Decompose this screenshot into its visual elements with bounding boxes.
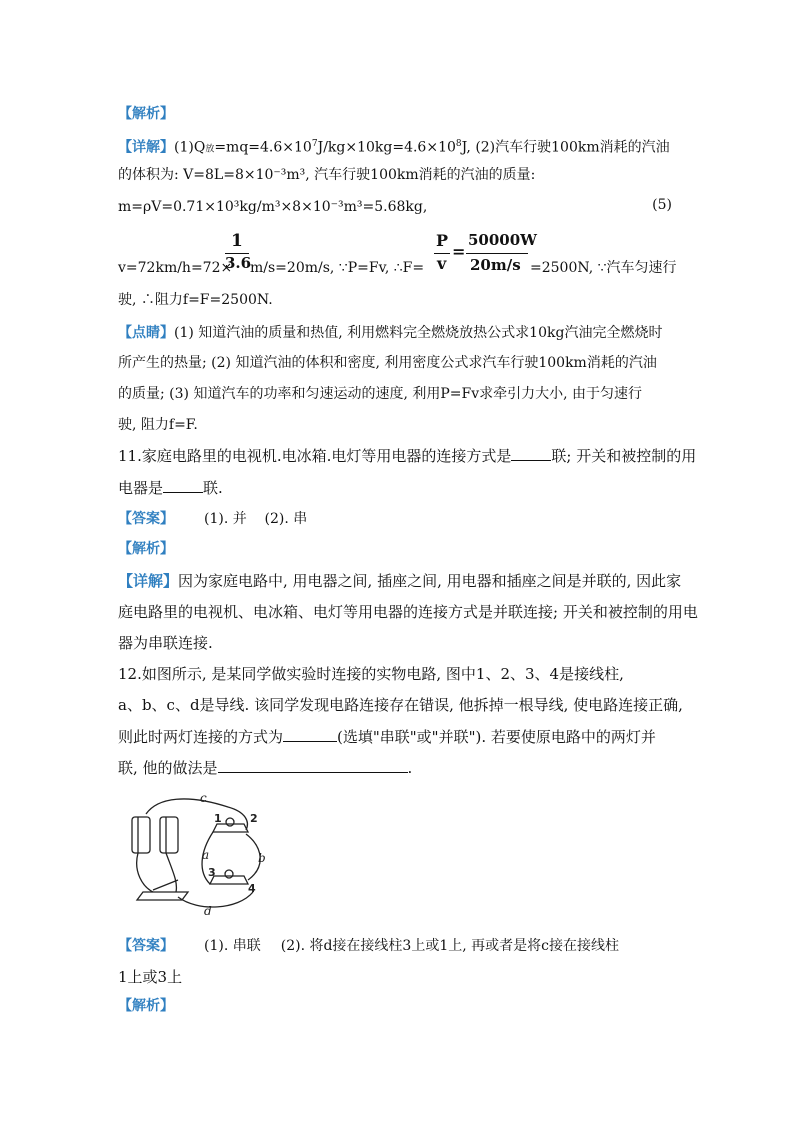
text: 联; 开关和被控制的用 [551,447,697,465]
text: (1) 知道汽油的质量和热值, 利用燃料完全燃烧放热公式求10kg汽油完全燃烧时 [174,325,663,341]
analysis-heading [118,104,174,124]
terminal-1: 1 [214,812,222,825]
q11-detail-1 [118,571,681,591]
terminal-4: 4 [248,882,256,895]
text: 联. [203,479,223,497]
lamp-holder-1 [213,824,248,832]
equals-sign: = [452,242,466,261]
tip-line-2: 所产生的热量; (2) 知道汽油的体积和密度, 利用密度公式求汽车行驶100km消耗的汽油 [118,355,657,371]
fraction-3-numerator: 50000W [468,231,538,249]
detail-line-4c: =2500N, ∵汽车匀速行 [530,260,677,276]
text: =mq=4.6×10 [214,139,312,156]
text: J/kg×10kg=4.6×10 [317,139,456,156]
terminal-3: 3 [208,866,216,879]
analysis-tag: 【解析】 [118,998,174,1014]
tip-line-4: 驶, 阻力f=F. [118,417,198,433]
label-d: d [204,904,212,917]
q11-detail-3: 器为串联连接. [118,634,213,652]
circuit-diagram [118,792,283,917]
battery-1 [132,817,150,853]
text: 因为家庭电路中, 用电器之间, 插座之间, 用电器和插座之间是并联的, 因此家 [178,572,682,590]
fraction-3-denominator: 20m/s [470,256,521,274]
answer-tag: 【答案】 [118,938,174,954]
answer-text: (1). 并 (2). 串 [204,511,308,527]
superscript: 7 [311,139,318,149]
q11-analysis [118,539,174,559]
detail-line-5: 驶, ∴阻力f=F=2500N. [118,292,273,308]
terminal-2: 2 [250,812,258,825]
subscript: 放 [205,144,215,155]
q12-line-1: 12.如图所示, 是某同学做实验时连接的实物电路, 图中1、2、3、4是接线柱, [118,665,624,683]
text: 11.家庭电路里的电视机.电冰箱.电灯等用电器的连接方式是 [118,447,512,465]
q11-blank-2[interactable] [163,478,203,493]
equation-number: (5) [652,197,672,213]
fraction-1-numerator: 1 [231,231,243,251]
label-a: a [202,848,210,862]
q12-answer-cont: 1上或3上 [118,968,183,986]
detail-line-1 [118,134,670,160]
detail-line-4b: m/s=20m/s, ∵P=Fv, ∴F= [250,260,425,276]
battery-2 [160,817,178,853]
q12-answer [118,936,619,956]
fraction-2-denominator: v [437,254,447,273]
q12-line-4 [118,758,412,778]
q12-analysis [118,996,174,1016]
fraction-2-numerator: P [436,231,449,250]
analysis-tag: 【解析】 [118,106,174,122]
fraction-3-bar [466,253,528,254]
q11-blank-1[interactable] [511,446,551,461]
text: 联, 他的做法是 [118,759,218,777]
tip-line-3: 的质量; (3) 知道汽车的功率和匀速运动的速度, 利用P=Fv求牵引力大小, 由于匀速行 [118,386,643,402]
detail-tag: 【详解】 [118,572,179,590]
wire-d [178,892,253,907]
detail-line-3: m=ρV=0.71×10³kg/m³×8×10⁻³m³=5.68kg, [118,199,428,215]
tip-tag: 【点睛】 [118,325,174,341]
q12-line-2: a、b、c、d是导线. 该同学发现电路连接存在错误, 他拆掉一根导线, 使电路连接正确, [118,696,683,714]
superscript: 8 [455,139,462,149]
q12-line-3 [118,727,656,747]
q12-blank-2[interactable] [218,758,408,773]
q11-line-2 [118,478,223,498]
q12-blank-1[interactable] [283,727,337,742]
detail-tag: 【详解】 [118,139,174,156]
q11-line-1 [118,446,696,466]
fraction-1-denominator: 3.6 [225,254,252,272]
text: (1)Q [174,139,206,156]
text: 则此时两灯连接的方式为 [118,728,284,746]
detail-line-4a: v=72km/h=72× [118,260,233,276]
answer-part-2: (2). 将d接在接线柱3上或1上, 再或者是将c接在接线柱 [280,938,619,954]
answer-tag: 【答案】 [118,511,174,527]
text: . [407,759,413,777]
analysis-tag: 【解析】 [118,541,174,557]
lamp-1 [226,818,234,826]
q11-detail-2: 庭电路里的电视机、电冰箱、电灯等用电器的连接方式是并联连接; 开关和被控制的用电 [118,603,698,621]
q11-answer [118,509,307,529]
label-b: b [258,851,266,865]
answer-part-1: (1). 串联 [204,938,261,954]
lamp-2 [225,870,233,878]
text: (选填"串联"或"并联"). 若要使原电路中的两灯并 [337,728,656,746]
text: J, (2)汽车行驶100km消耗的汽油 [461,139,670,156]
label-c: c [200,792,207,805]
lamp-holder-2 [210,876,248,884]
detail-line-2: 的体积为: V=8L=8×10⁻³m³, 汽车行驶100km消耗的汽油的质量: [118,167,536,183]
text: 电器是 [118,479,164,497]
tip-line-1 [118,323,662,343]
